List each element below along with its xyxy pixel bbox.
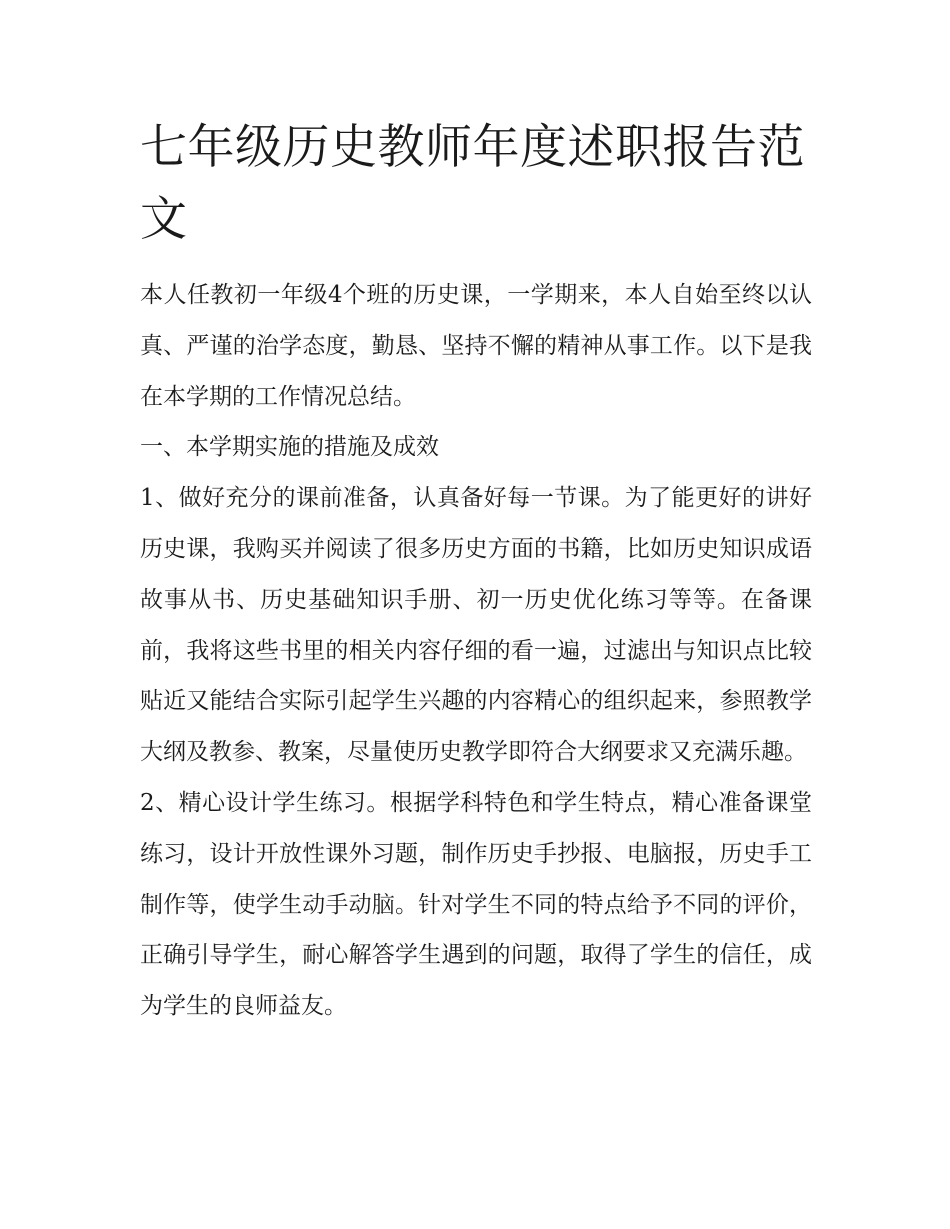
item-2-paragraph: 2、精心设计学生练习。根据学科特色和学生特点，精心准备课堂练习，设计开放性课外习题，制作历史手抄报、电脑报，历史手工制作等，使学生动手动脑。针对学生不同的特点给予不同的评价，正确引导学生，耐心解答学生遇到的问题，取得了学生的信任，成为学生的良师益友。: [140, 789, 812, 1020]
section-heading: 一、本学期实施的措施及成效: [140, 434, 439, 461]
document-title: 七年级历史教师年度述职报告范文: [140, 120, 805, 247]
intro-paragraph: 本人任教初一年级4个班的历史课，一学期来，本人自始至终以认真、严谨的治学态度，勤恳、坚持不懈的精神从事工作。以下是我在本学期的工作情况总结。: [140, 282, 812, 410]
document-body: [140, 112, 812, 1032]
item-1-paragraph: 1、做好充分的课前准备，认真备好每一节课。为了能更好的讲好历史课，我购买并阅读了很多历史方面的书籍，比如历史知识成语故事从书、历史基础知识手册、初一历史优化练习等等。在备课前，我将这些书里的相关内容仔细的看一遍，过滤出与知识点比较贴近又能结合实际引起学生兴趣的内容精心的组织起来，参照教学大纲及教参、教案，尽量使历史教学即符合大纲要求又充满乐趣。: [140, 485, 812, 766]
